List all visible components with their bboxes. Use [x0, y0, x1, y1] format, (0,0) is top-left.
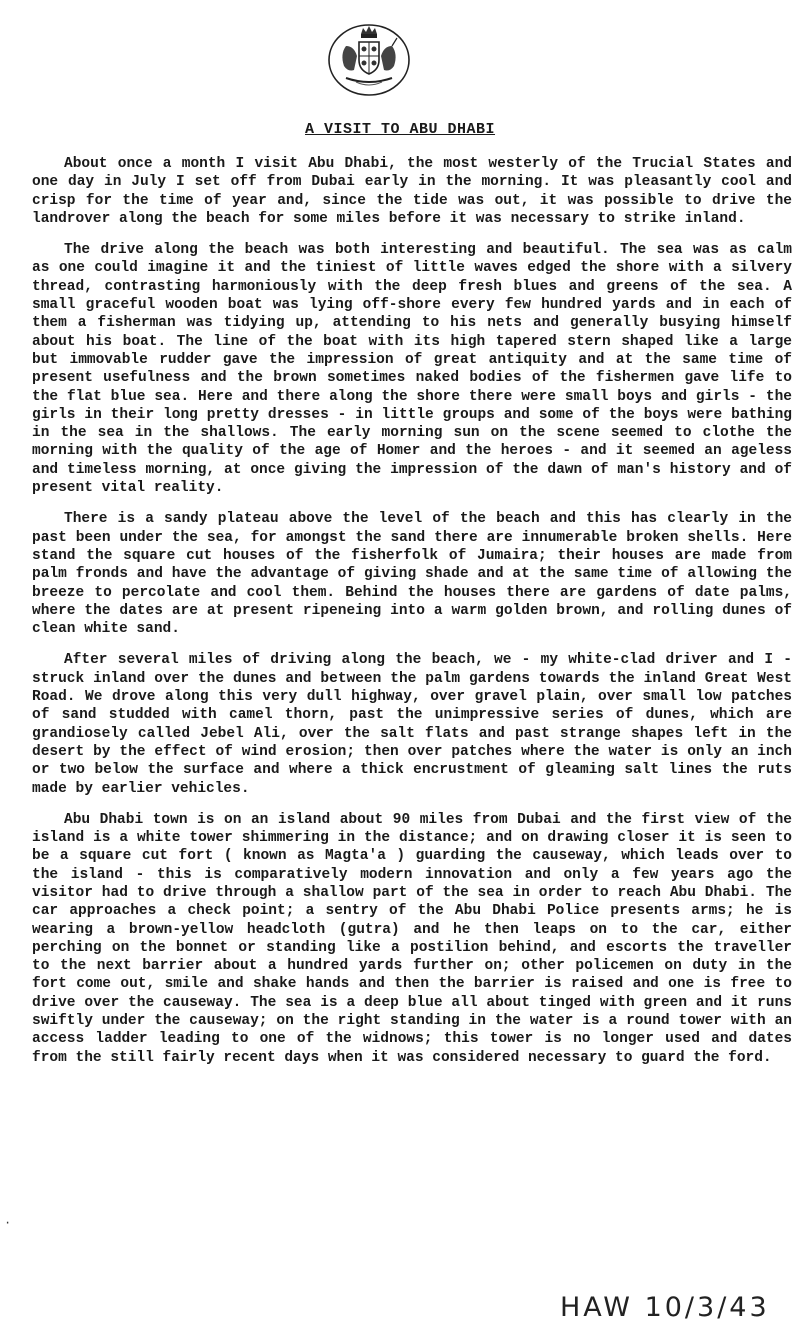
paragraph: Abu Dhabi town is on an island about 90 miles from Dubai and the first view of the island is a white tower shimmering in the distance; and on drawing closer it is seen to be a square cut fort ( known as Magta'a ) guarding the causeway, which leads over to the island - this is comparatively modern innovation and only a few years ago the visitor had to drive through a shallow part of the sea in order to reach Abu Dhabi. The car approaches a check point; a sentry of the Abu Dhabi Police presents arms; he is wearing a brown-yellow headcloth (gutra) and he then leaps on to the car, either perching on the bonnet or standing like a postilion behind, and escorts the traveller to the next barrier about a hundred yards further on; other policemen on duty in the fort come out, smile and shake hands and then the barrier is raised and one is free to drive over the causeway. The sea is a deep blue all about tinged with green and it runs swiftly under the causeway; on the right standing in the water is a round tower with an access ladder leading to one of the widnows; this tower is no longer used and dates from the still fairly recent days when it was considered necessary to guard the ford.	[32, 811, 792, 1066]
margin-mark: ·	[4, 1216, 12, 1230]
archive-reference-handwritten: HAW 10/3/43	[560, 1292, 770, 1323]
paragraph: The drive along the beach was both interesting and beautiful. The sea was as calm as one could imagine it and the tiniest of little waves edged the shore with a silvery thread, contrasting harmoniously with the deep fresh blues and greens of the sea. A small graceful wooden boat was lying off-shore every few hundred yards and in each of them a fisherman was tidying up, attending to his nets and generally busying himself about his boat. The line of the boat with its high tapered stern shaped like a large but immovable rudder gave the impression of great antiquity and at the same time of present usefulness and the brown sometimes naked bodies of the fishermen gave life to the flat blue sea. Here and there along the shore there were small boys and girls - the girls in their long pretty dresses - in little groups and some of the boys were bathing in the sea in the shallows. The early morning sun on the scene seemed to clothe the morning with the quality of the age of Homer and the heroes - and it seemed an ageless and timeless morning, at once giving the impression of the dawn of man's history and of present vital reality.	[32, 242, 792, 497]
document-title: A VISIT TO ABU DHABI	[304, 121, 496, 138]
paragraph: About once a month I visit Abu Dhabi, the most westerly of the Trucial States and one day in July I set off from Dubai early in the morning. It was pleasantly cool and crisp for the time of year and, since the tide was out, it was possible to drive the landrover along the beach for some miles before it was necessary to strike inland.	[32, 156, 792, 227]
paragraph: After several miles of driving along the beach, we - my white-clad driver and I - struck inland over the dunes and between the palm gardens towards the inland Great West Road. We drove along this very dull highway, over gravel plain, over small low patches of sand studded with camel thorn, past the unimpressive series of dunes, which are grandiosely called Jebel Ali, over the salt flats and past strange shapes left in the desert by the effect of wind erosion; then over patches where the water is only an inch or two below the surface and where a thick encrustment of gleaming salt lines the ruts made by earlier vehicles.	[32, 652, 792, 797]
document-body	[32, 155, 792, 1080]
royal-crest-emblem	[326, 22, 412, 98]
paragraph: There is a sandy plateau above the level of the beach and this has clearly in the past been under the sea, for amongst the sand there are innumerable broken shells. Here stand the square cut houses of the fisherfolk of Jumaira; their houses are made from palm fronds and have the advantage of giving shade and at the same time of allowing the breeze to percolate and cool them. Behind the houses there are gardens of date palms, where the dates are at present ripeneing into a warm golden brown, and rolling dunes of clean white sand.	[32, 511, 792, 638]
